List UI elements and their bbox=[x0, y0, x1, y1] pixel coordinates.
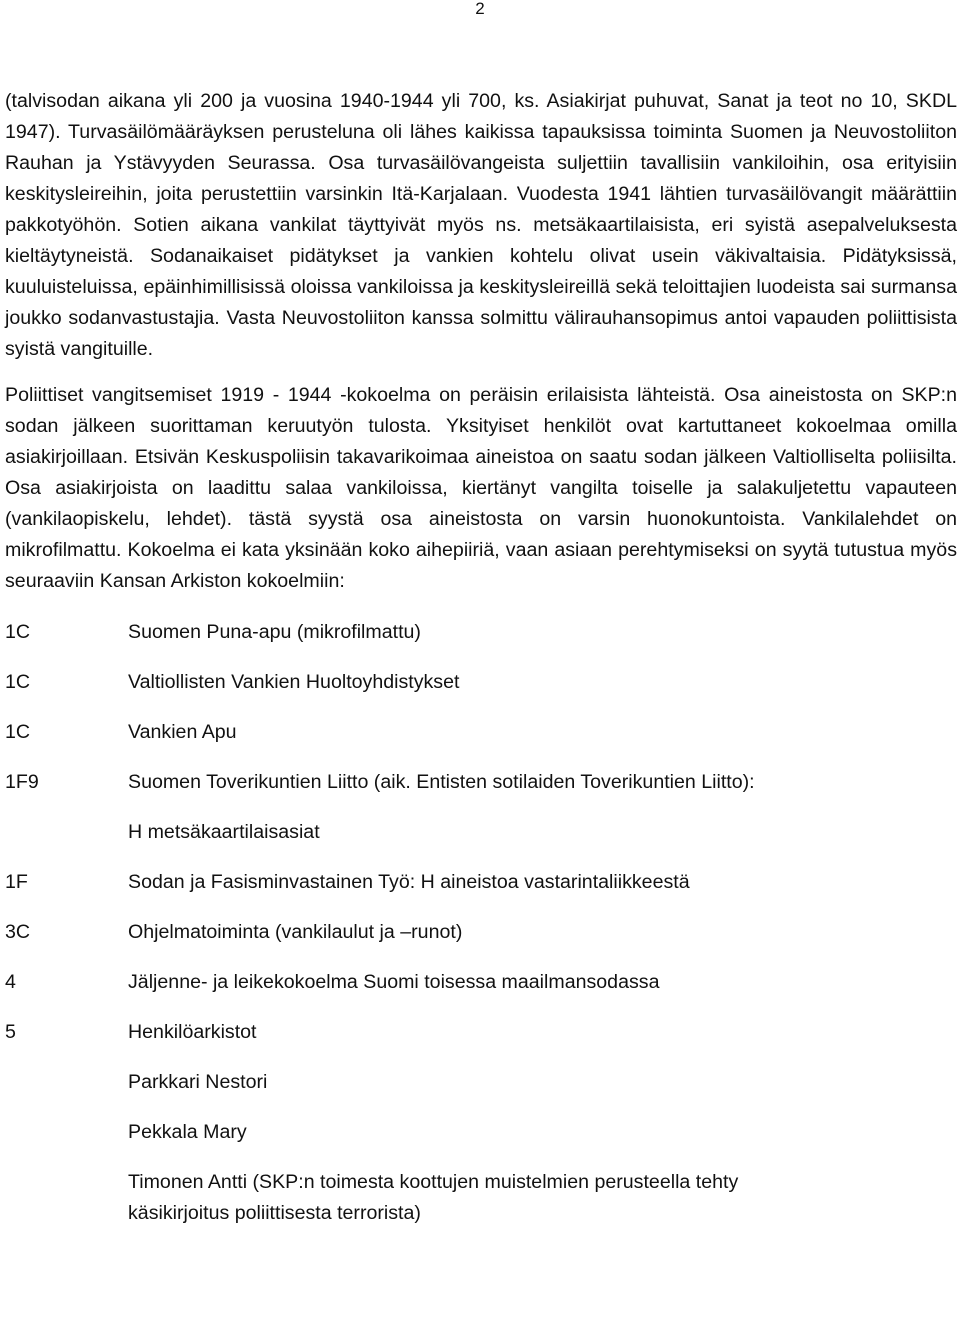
collection-title: Sodan ja Fasisminvastainen Työ: H aineistoa vastarintaliikkeestä bbox=[128, 871, 690, 893]
paragraph-political-prisoners: (talvisodan aikana yli 200 ja vuosina 1940-1944 yli 700, ks. Asiakirjat puhuvat, Sanat ja teot no 10, SKDL 1947). Turvasäilömääräyksen perusteluna oli lähes kaikissa tapauksissa toiminta Suomen ja Neuvostoliiton Rauhan ja Ystävyyden Seurassa. Osa turvasäilövangeista suljettiin tavallisiin vankiloihin, osa erityisiin keskitysleireihin, joita perustettiin varsinkin Itä-Karjalaan. Vuodesta 1941 lähtien turvasäilövangit määrättiin pakkotyöhön. Sotien aikana vankilat täyttyivät myös ns. metsäkaartilaisista, eri syistä asepalveluksesta kieltäytyneistä. Sodanaikaiset pidätykset ja vankien kohtelu olivat usein väkivaltaisia. Pidätyksissä, kuuluisteluissa, epäinhimillisissä oloissa vankiloissa ja keskitysleireillä sekä teloittajien luodeista sai surmansa joukko sodanvastustajia. Vasta Neuvostoliiton kanssa solmittu välirauhansopimus antoi vapauden poliittisista syistä vangituille. bbox=[5, 90, 957, 360]
related-collections-list bbox=[5, 617, 957, 1229]
list-item bbox=[5, 1067, 957, 1098]
collection-code bbox=[5, 1167, 128, 1229]
collection-code: 4 bbox=[5, 971, 16, 993]
page-number: 2 bbox=[475, 0, 485, 18]
list-item bbox=[5, 717, 957, 748]
list-item bbox=[5, 1167, 957, 1229]
collection-title: Jäljenne- ja leikekokoelma Suomi toisessa maailmansodassa bbox=[128, 971, 660, 993]
collection-code: 1C bbox=[5, 621, 31, 643]
list-item bbox=[5, 917, 957, 948]
person-archive-entry bbox=[128, 1167, 957, 1229]
collection-code bbox=[5, 1117, 128, 1148]
collection-title: Valtiollisten Vankien Huoltoyhdistykset bbox=[128, 671, 460, 693]
list-item bbox=[5, 1017, 957, 1048]
list-item bbox=[5, 617, 957, 648]
list-item bbox=[5, 967, 957, 998]
collection-title: Henkilöarkistot bbox=[128, 1021, 257, 1043]
list-item bbox=[5, 817, 957, 848]
collection-code: 1F9 bbox=[5, 771, 39, 793]
collection-title: Suomen Toverikuntien Liitto (aik. Entisten sotilaiden Toverikuntien Liitto): bbox=[128, 771, 755, 793]
person-archive-text: Timonen Antti (SKP:n toimesta koottujen muistelmien perusteella tehty bbox=[128, 1171, 739, 1193]
collection-code: 1C bbox=[5, 721, 31, 743]
person-archive-text-continued: käsikirjoitus poliittisesta terrorista) bbox=[128, 1202, 421, 1224]
collection-code: 1F bbox=[5, 871, 28, 893]
collection-code: 5 bbox=[5, 1021, 16, 1043]
collection-title: Vankien Apu bbox=[128, 721, 237, 743]
person-archive-name: Parkkari Nestori bbox=[128, 1071, 268, 1093]
collection-subtitle: H metsäkaartilaisasiat bbox=[128, 821, 320, 843]
collection-code bbox=[5, 817, 128, 848]
document-body bbox=[5, 86, 957, 1229]
person-archive-name: Pekkala Mary bbox=[128, 1121, 247, 1143]
collection-code: 1C bbox=[5, 671, 31, 693]
list-item bbox=[5, 1117, 957, 1148]
collection-title: Suomen Puna-apu (mikrofilmattu) bbox=[128, 621, 421, 643]
list-item bbox=[5, 867, 957, 898]
list-item bbox=[5, 767, 957, 798]
paragraph-collection-origin: Poliittiset vangitsemiset 1919 - 1944 -kokoelma on peräisin erilaisista lähteistä. Osa aineistosta on SKP:n sodan jälkeen suorittaman keruutyön tulosta. Yksityiset henkilöt ovat kartuttaneet kokoelmaa omilla asiakirjoillaan. Etsivän Keskuspoliisin takavarikoimaa aineistoa on saatu sodan jälkeen Valtiolliselta poliisilta. Osa asiakirjoista on laadittu salaa vankiloissa, kiertänyt vangilta toiselle ja salakuljetettu vapauteen (vankilaopiskelu, lehdet). tästä syystä osa aineistosta on varsin huonokuntoista. Vankilalehdet on mikrofilmattu. Kokoelma ei kata yksinään koko aihepiiriä, vaan asiaan perehtymiseksi on syytä tutustua myös seuraaviin Kansan Arkiston kokoelmiin: bbox=[5, 384, 957, 592]
collection-code: 3C bbox=[5, 921, 31, 943]
collection-title: Ohjelmatoiminta (vankilaulut ja –runot) bbox=[128, 921, 463, 943]
collection-code bbox=[5, 1067, 128, 1098]
list-item bbox=[5, 667, 957, 698]
